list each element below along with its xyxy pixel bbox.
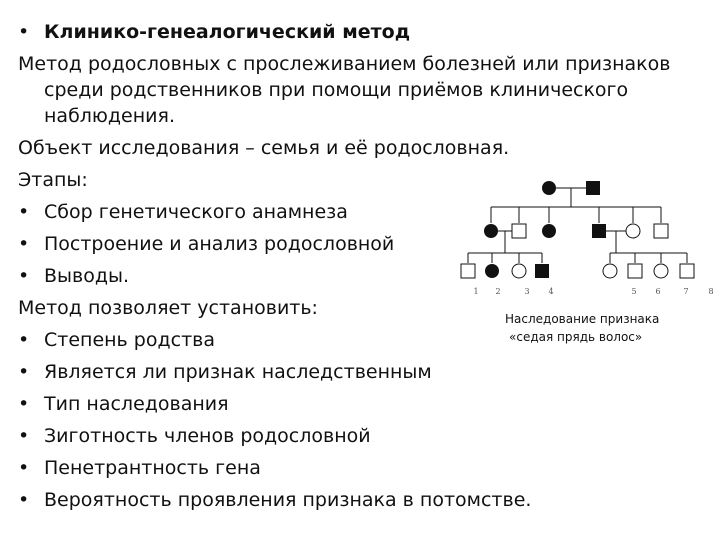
allows-item [18,424,371,448]
individual-number: 6 [655,287,661,296]
stage-item [18,264,129,288]
bullet: • [18,21,30,43]
bullet: • [18,265,30,287]
stage-item [18,232,394,256]
page-title: Клинико-генеалогический метод [44,21,411,43]
heading-line [18,20,410,44]
object-text: Объект исследования – семья и её родословная. [18,137,510,159]
bullet: • [18,361,30,383]
individual-number: 2 [495,287,501,296]
affected-female [484,224,498,238]
allows-item [18,488,531,512]
unaffected-female [603,264,617,278]
figure-caption-line-1: Наследование признака [505,312,660,326]
affected-male [535,264,549,278]
stages-title: Этапы: [18,169,88,191]
allows-item [18,328,215,352]
affected-male [592,224,606,238]
individual-number: 8 [708,287,714,296]
definition-line-3: наблюдения. [44,105,175,127]
individual-number: 5 [631,287,637,296]
allows-title: Метод позволяет установить: [18,297,318,319]
bullet: • [18,329,30,351]
unaffected-female [626,224,640,238]
stage-item [18,200,348,224]
unaffected-male [654,224,668,238]
definition-line-1: Метод родословных с прослеживанием болезней или признаков [18,53,671,75]
affected-male [586,181,600,195]
allows-label: Пенетрантность гена [44,457,261,479]
bullet: • [18,233,30,255]
allows-label: Вероятность проявления признака в потомстве. [44,489,532,511]
unaffected-male [512,224,526,238]
individual-number: 3 [524,287,530,296]
individual-number: 1 [473,287,479,296]
bullet: • [18,425,30,447]
allows-item [18,456,261,480]
allows-label: Тип наследования [44,393,229,415]
unaffected-male [628,264,642,278]
definition-line-2: среди родственников при помощи приёмов клинического [44,79,629,101]
unaffected-female [512,264,526,278]
affected-female [542,181,556,195]
allows-item [18,392,229,416]
allows-item [18,360,432,384]
figure-caption-line-2: «седая прядь волос» [509,330,643,344]
individual-number: 7 [683,287,689,296]
allows-label: Степень родства [44,329,215,351]
unaffected-male [461,264,475,278]
stage-label: Выводы. [44,265,130,287]
pedigree-diagram [455,176,720,300]
stage-label: Построение и анализ родословной [44,233,395,255]
affected-female [485,264,499,278]
bullet: • [18,201,30,223]
affected-female [542,224,556,238]
unaffected-male [680,264,694,278]
allows-label: Зиготность членов родословной [44,425,371,447]
unaffected-female [654,264,668,278]
individual-number: 4 [548,287,554,296]
bullet: • [18,457,30,479]
bullet: • [18,489,30,511]
stage-label: Сбор генетического анамнеза [44,201,348,223]
bullet: • [18,393,30,415]
allows-label: Является ли признак наследственным [44,361,432,383]
